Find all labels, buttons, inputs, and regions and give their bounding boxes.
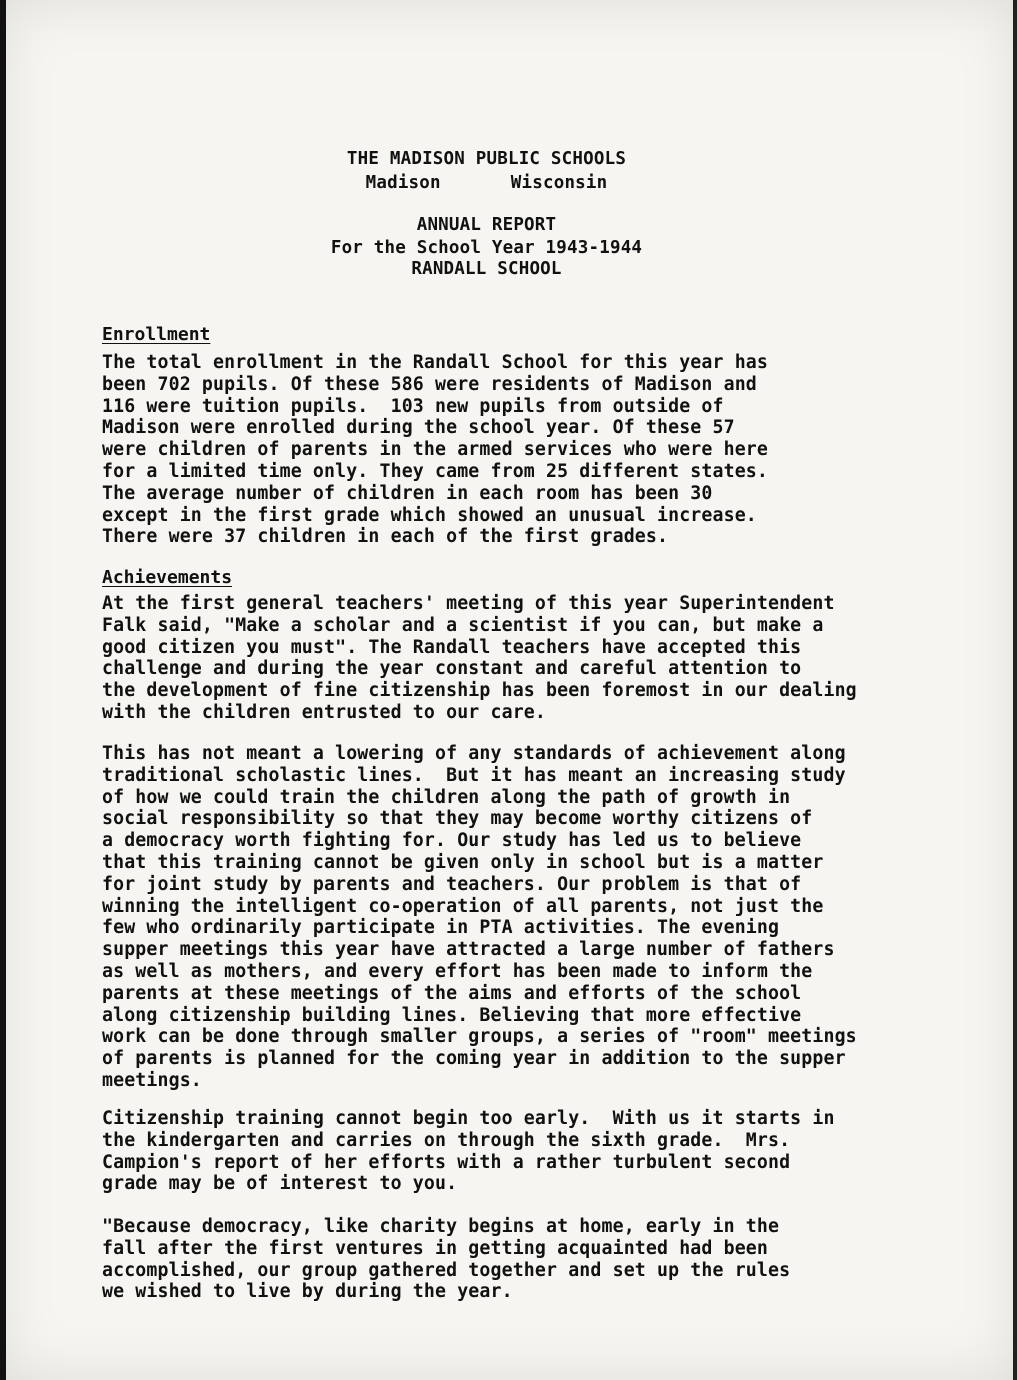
school-system-title: THE MADISON PUBLIC SCHOOLS bbox=[346, 149, 627, 169]
school-year: For the School Year 1943-1944 bbox=[330, 238, 643, 258]
state: Wisconsin bbox=[510, 173, 608, 193]
achievements-paragraph bbox=[102, 593, 982, 724]
scan-edge-left bbox=[0, 0, 6, 1380]
democracy-quote-paragraph bbox=[102, 1216, 982, 1303]
text-line: The average number of children in each room has been 30 bbox=[102, 482, 713, 504]
text-line: supper meetings this year have attracted a large number of fathers bbox=[102, 939, 835, 961]
text-line: social responsibility so that they may become worthy citizens of bbox=[102, 808, 813, 830]
citizenship-study-paragraph bbox=[102, 743, 982, 1092]
text-line: This has not meant a lowering of any standards of achievement along bbox=[102, 743, 846, 764]
text-line: with the children entrusted to our care. bbox=[102, 701, 546, 723]
achievements-heading: Achievements bbox=[102, 567, 233, 588]
location-line bbox=[0, 172, 995, 194]
school-name: RANDALL SCHOOL bbox=[411, 259, 562, 279]
text-line: we wished to live by during the year. bbox=[102, 1281, 513, 1303]
text-line: traditional scholastic lines. But it has meant an increasing study bbox=[102, 764, 846, 786]
text-line: Citizenship training cannot begin too early. With us it starts in bbox=[102, 1108, 835, 1129]
text-line: of how we could train the children along the path of growth in bbox=[102, 786, 791, 808]
text-line: fall after the first ventures in getting acquainted had been bbox=[102, 1237, 768, 1259]
enrollment-paragraph bbox=[102, 352, 982, 548]
text-line: along citizenship building lines. Believing that more effective bbox=[102, 1004, 802, 1026]
report-title: ANNUAL REPORT bbox=[416, 215, 557, 235]
text-line: Falk said, "Make a scholar and a scientist if you can, but make a bbox=[102, 614, 824, 636]
text-line: parents at these meetings of the aims and efforts of the school bbox=[102, 982, 802, 1004]
text-line: were children of parents in the armed services who were here bbox=[102, 439, 768, 461]
text-line: of parents is planned for the coming year in addition to the supper bbox=[102, 1048, 846, 1070]
text-line: Madison were enrolled during the school year. Of these 57 bbox=[102, 417, 735, 439]
enrollment-heading: Enrollment bbox=[102, 324, 211, 345]
text-line: for joint study by parents and teachers. Our problem is that of bbox=[102, 873, 802, 895]
text-line: good citizen you must". The Randall teachers have accepted this bbox=[102, 636, 802, 658]
text-line: 116 were tuition pupils. 103 new pupils from outside of bbox=[102, 395, 724, 417]
text-line: challenge and during the year constant and careful attention to bbox=[102, 658, 802, 680]
city: Madison bbox=[365, 173, 441, 193]
text-line: a democracy worth fighting for. Our study has led us to believe bbox=[102, 830, 802, 852]
text-line: work can be done through smaller groups, a series of "room" meetings bbox=[102, 1026, 857, 1048]
text-line: few who ordinarily participate in PTA activities. The evening bbox=[102, 917, 780, 939]
text-line: "Because democracy, like charity begins at home, early in the bbox=[102, 1216, 780, 1237]
text-line: the development of fine citizenship has been foremost in our dealing bbox=[102, 680, 857, 702]
scan-edge-right bbox=[1013, 0, 1017, 1380]
text-line: been 702 pupils. Of these 586 were residents of Madison and bbox=[102, 373, 757, 395]
text-line: except in the first grade which showed an unusual increase. bbox=[102, 504, 757, 526]
text-line: as well as mothers, and every effort has been made to inform the bbox=[102, 960, 813, 982]
text-line: At the first general teachers' meeting of this year Superintendent bbox=[102, 593, 835, 614]
text-line: accomplished, our group gathered together and set up the rules bbox=[102, 1259, 791, 1281]
text-line: the kindergarten and carries on through the sixth grade. Mrs. bbox=[102, 1129, 791, 1151]
text-line: The total enrollment in the Randall School for this year has bbox=[102, 352, 768, 373]
text-line: for a limited time only. They came from 25 different states. bbox=[102, 460, 768, 482]
text-line: winning the intelligent co-operation of all parents, not just the bbox=[102, 895, 824, 917]
text-line: meetings. bbox=[102, 1069, 202, 1091]
text-line: There were 37 children in each of the first grades. bbox=[102, 526, 669, 548]
citizenship-training-paragraph bbox=[102, 1108, 982, 1195]
text-line: Campion's report of her efforts with a rather turbulent second bbox=[102, 1151, 791, 1173]
text-line: that this training cannot be given only in school but is a matter bbox=[102, 851, 824, 873]
text-line: grade may be of interest to you. bbox=[102, 1173, 458, 1195]
